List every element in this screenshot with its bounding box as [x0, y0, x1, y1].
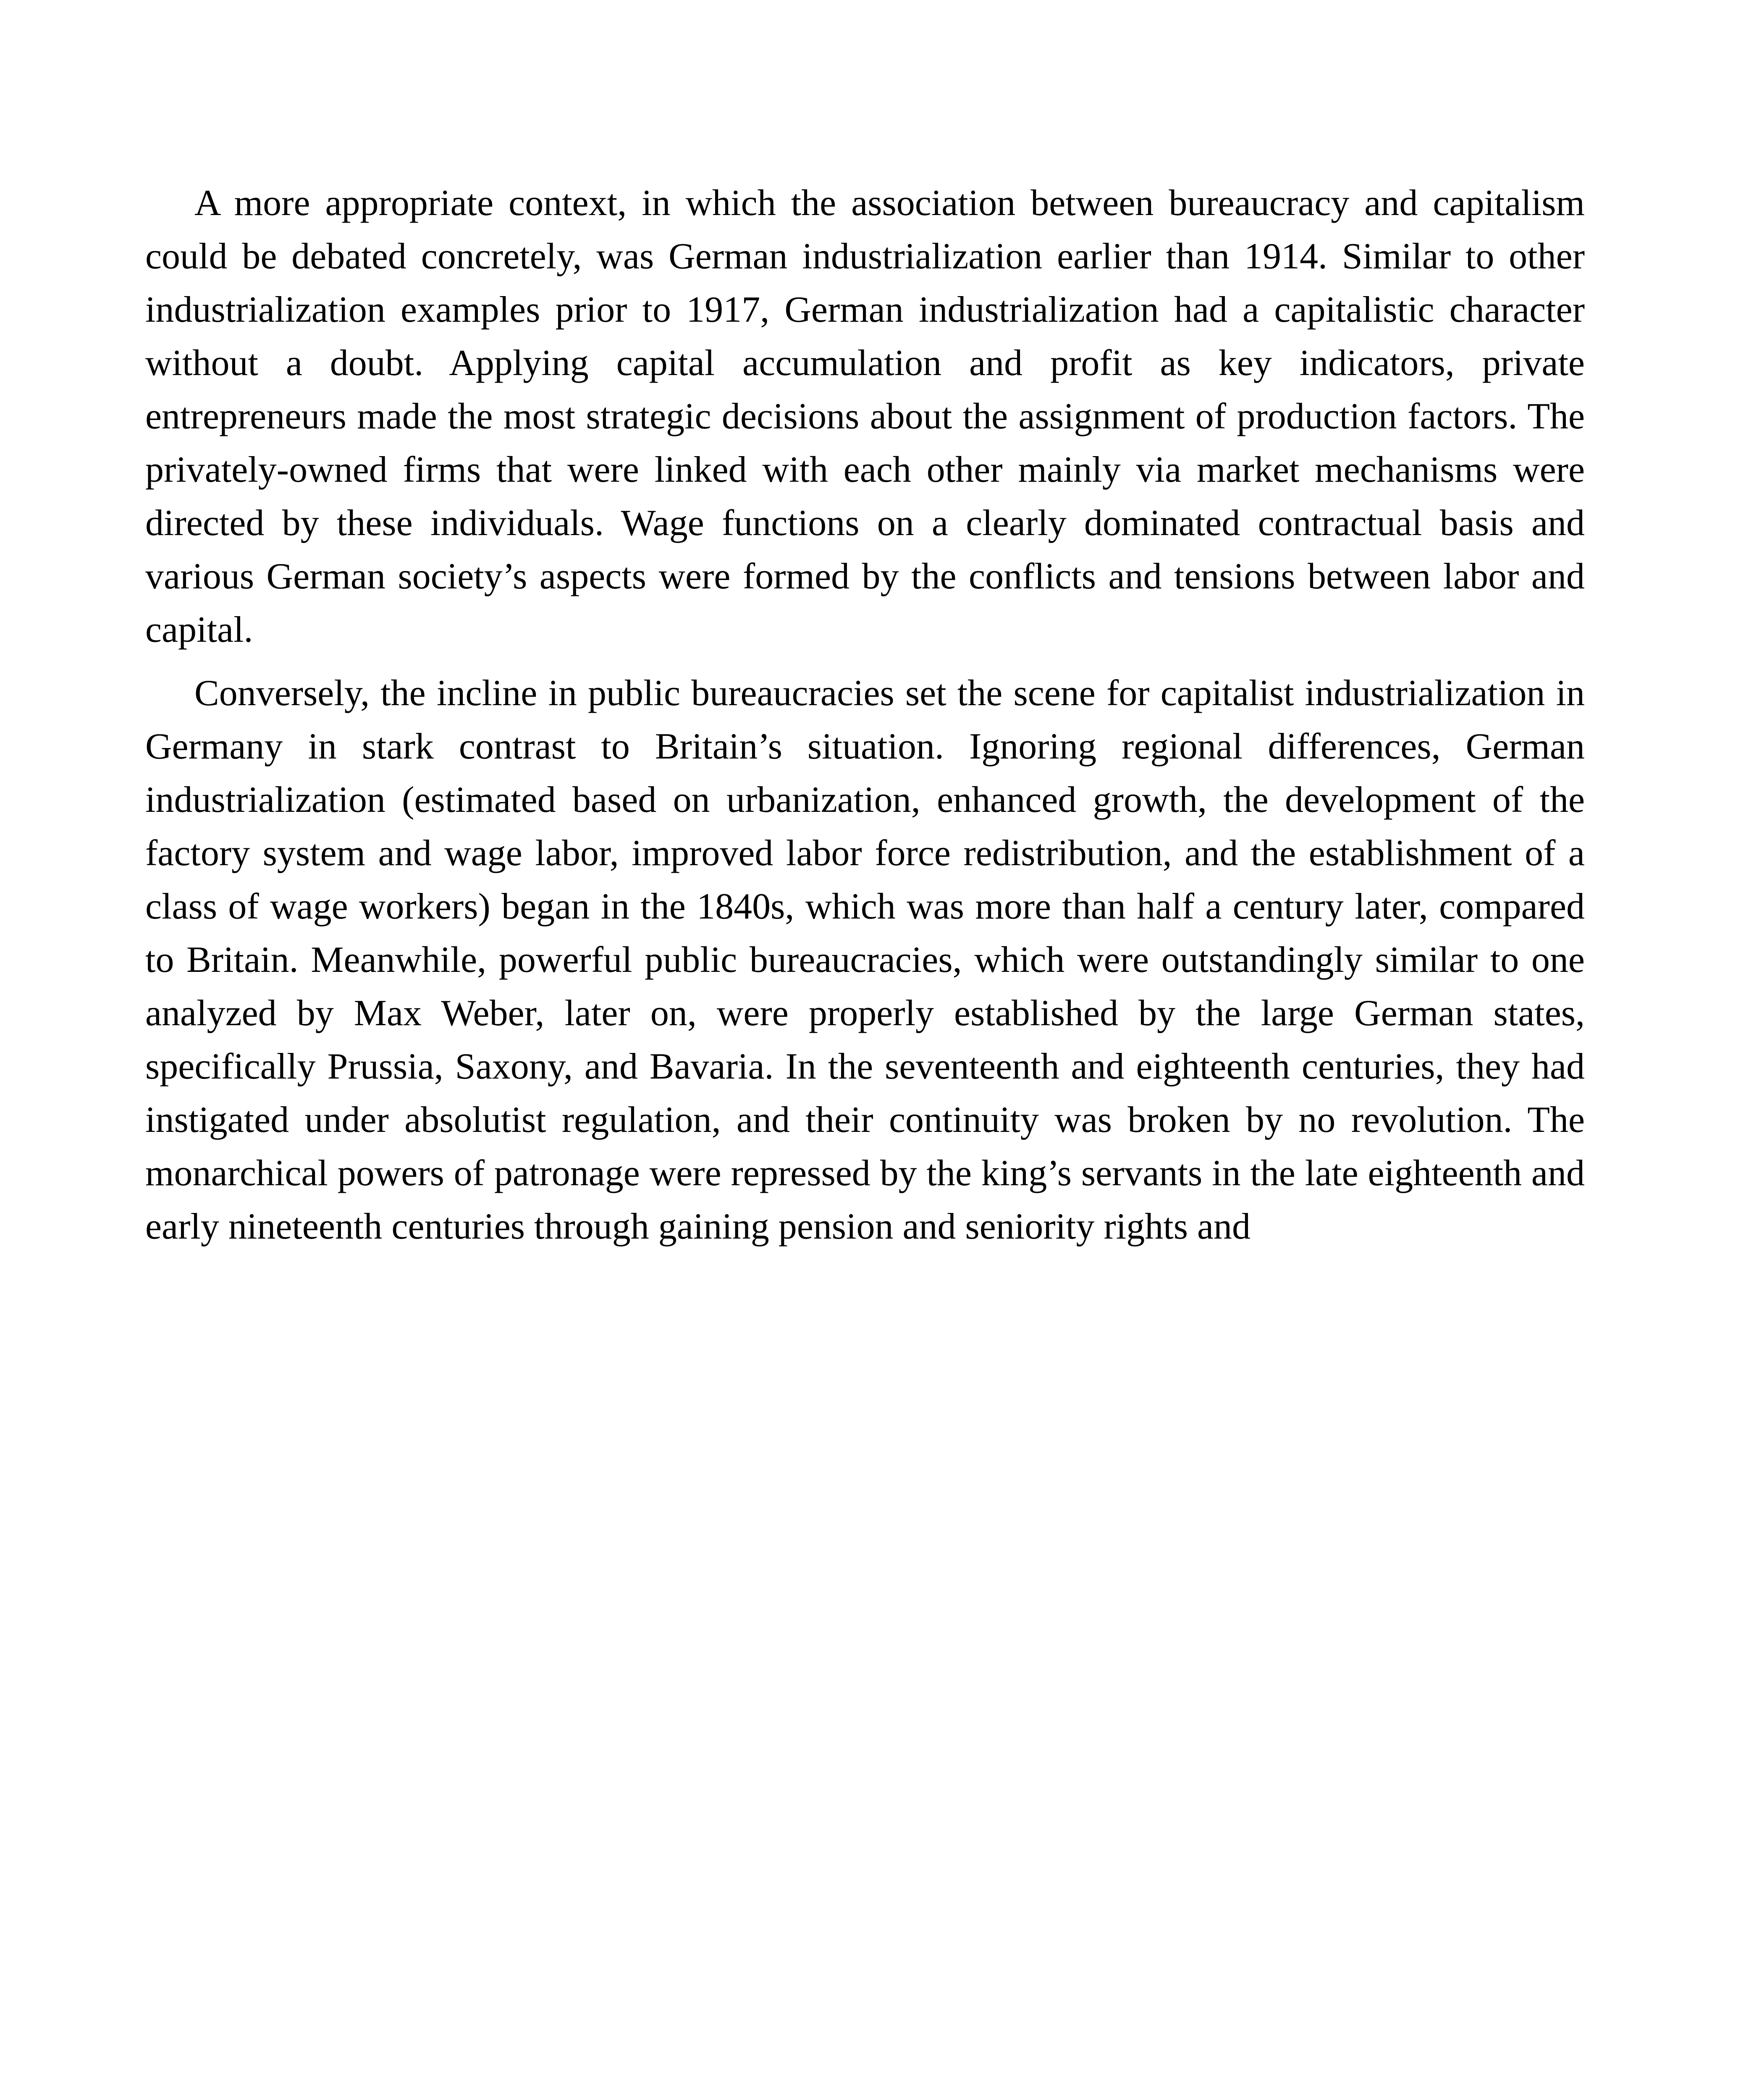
paragraph-2: Conversely, the incline in public bureaucracies set the scene for capitalist industrialization in Germany in stark contrast to Britain’s situation. Ignoring regional differences, German industrialization (estimated based on urbanization, enhanced growth, the development of the factory system and wage labor, improved labor force redistribution, and the establishment of a class of wage workers) began in the 1840s, which was more than half a century later, compared to Britain. Meanwhile, powerful public bureaucracies, which were outstandingly similar to one analyzed by Max Weber, later on, were properly established by the large German states, specifically Prussia, Saxony, and Bavaria. In the seventeenth and eighteenth centuries, they had instigated under absolutist regulation, and their continuity was broken by no revolution. The monarchical powers of patronage were repressed by the king’s servants in the late eighteenth and early nineteenth centuries through gaining pension and seniority rights and: [145, 673, 1585, 1247]
body-text: [145, 176, 1585, 1253]
paragraph-1: A more appropriate context, in which the association between bureaucracy and capitalism could be debated concretely, was German industrialization earlier than 1914. Similar to other industrialization examples prior to 1917, German industrialization had a capitalistic character without a doubt. Applying capital accumulation and profit as key indicators, private entrepreneurs made the most strategic decisions about the assignment of production factors. The privately-owned firms that were linked with each other mainly via market mechanisms were directed by these individuals. Wage functions on a clearly dominated contractual basis and various German society’s aspects were formed by the conflicts and tensions between labor and capital.: [145, 183, 1585, 650]
